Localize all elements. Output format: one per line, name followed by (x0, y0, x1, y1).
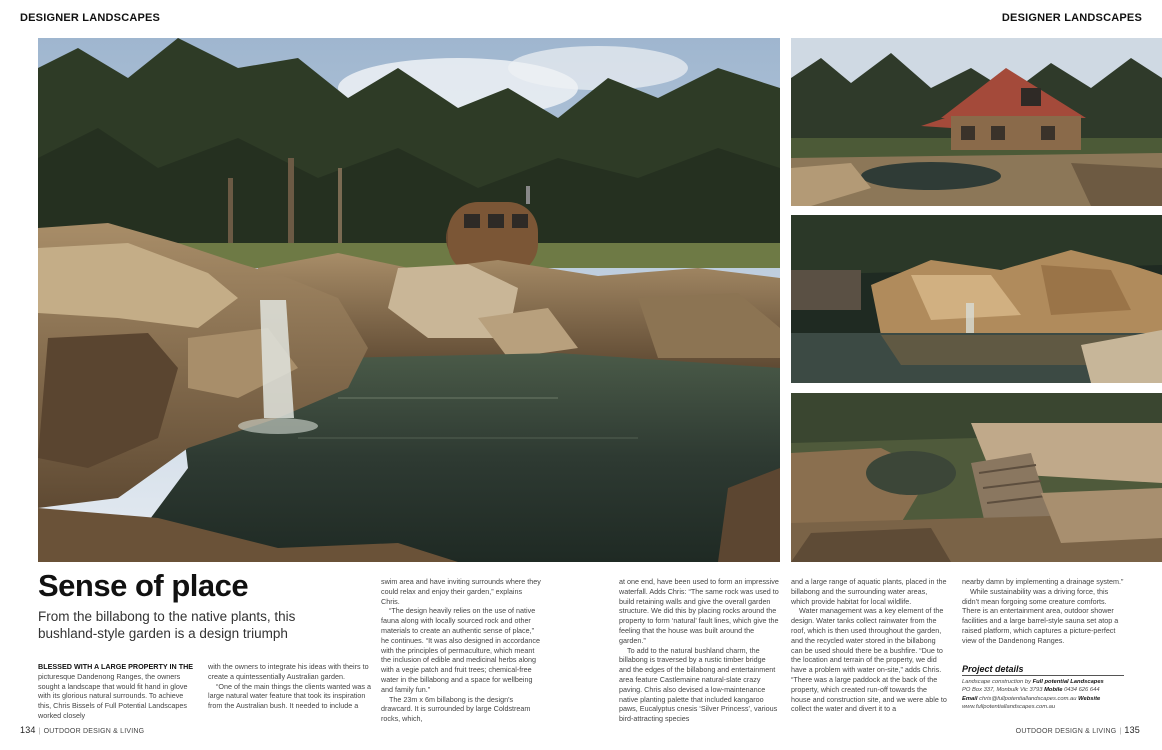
hero-photo-illustration (38, 38, 780, 562)
body-text: picturesque Dandenong Ranges, the owners sought a landscape that would fit hand in glove with its glorious natural surrounds. To achieve this, Chris Bissels of Full Potential Landscapes worked closely (38, 671, 188, 720)
photo-rock-illustration (791, 215, 1162, 383)
body-column-6 (962, 577, 1124, 646)
section-label-right: DESIGNER LANDSCAPES (1001, 12, 1142, 24)
project-details-divider (962, 675, 1124, 676)
photo-bridge-illustration (791, 393, 1162, 562)
folio-left (20, 725, 144, 735)
folio-right (1016, 725, 1140, 735)
article-headline: Sense of place (38, 568, 249, 603)
body-column-1 (38, 662, 198, 721)
company-name: Full potential Landscapes (1032, 679, 1104, 685)
folio-separator: | (38, 728, 41, 735)
body-paragraph: and a large range of aquatic plants, placed in the billabong and the surrounding water areas, which provide habitat for local wildlife. (791, 577, 947, 606)
body-paragraph: with the owners to integrate his ideas with theirs to create a quintessentially Australian garden. (208, 662, 369, 681)
body-paragraph (38, 662, 198, 721)
section-label-left: DESIGNER LANDSCAPES (20, 12, 161, 24)
photo-house-garden (791, 38, 1162, 206)
lead-in: BLESSED WITH A LARGE PROPERTY IN THE (38, 662, 194, 671)
body-paragraph: While sustainability was a driving force, this didn’t mean forgoing some creature comforts. There is an entertainment area, outdoor shower facilities and a large barrel-style sauna set atop a raised platform, which captures a picture-perfect view of the Dandenong Ranges. (962, 586, 1119, 645)
body-column-4 (619, 577, 779, 724)
project-credit-line (962, 678, 1132, 686)
page-number-left: 134 (20, 725, 36, 735)
project-details-body (962, 678, 1132, 712)
body-paragraph: swim area and have inviting surrounds where they could relax and enjoy their garden,” explains Chris. (381, 577, 541, 606)
page-number-right: 135 (1124, 725, 1140, 735)
email-label: Email (962, 695, 978, 702)
body-paragraph: at one end, have been used to form an impressive waterfall. Adds Chris: “The same rock was used to build retaining walls and give the overall garden structure. We did this by placing rocks around the property to form ‘natural’ fault lines, which give the feeling that the house was built around the garden.” (619, 577, 779, 645)
body-paragraph: nearby damn by implementing a drainage system.” (962, 577, 1124, 586)
credit-prefix: Landscape construction by (962, 679, 1031, 685)
body-paragraph: To add to the natural bushland charm, the billabong is traversed by a rustic timber bridge and the edges of the billabong and entertainment area feature Castlemaine natural-slate crazy paving. Chris also devised a low-maintenance native planting palette that included kangaroo paws, Eucalyptus cnesis ‘Silver Princess’, various bird-attracting species (619, 645, 778, 724)
photo-house-illustration (791, 38, 1162, 206)
publication-name-right: OUTDOOR DESIGN & LIVING (1015, 728, 1117, 735)
address: PO Box 337, Monbulk Vic 3793 (962, 687, 1043, 694)
project-details-title: Project details (962, 664, 1024, 674)
body-column-5 (791, 577, 947, 714)
photo-timber-bridge (791, 393, 1162, 562)
website-link[interactable]: www.fullpotentiallandscapes.com.au (962, 704, 1056, 711)
body-paragraph: The 23m x 6m billabong is the design’s drawcard. It is surrounded by large Coldstream rocks, which, (381, 694, 531, 724)
body-paragraph: “The design heavily relies on the use of native fauna along with locally sourced rock and other materials to create an authentic sense of place,” he continues. “It was also designed in accordance with the principles of permaculture, which meant the inclusion of edible and medicinal herbs along with a vegie patch and fruit trees; chemical-free water in the billabong and a space for wellbeing and family fun.” (381, 606, 541, 694)
mobile-number: 0434 626 644 (1064, 687, 1100, 694)
website-label: Website (1078, 695, 1101, 702)
project-website-line (962, 703, 1132, 711)
body-paragraph: “One of the main things the clients wanted was a large natural water feature that took its inspiration from the Australian bush. It needed to include a (208, 681, 372, 711)
body-column-3 (381, 577, 542, 724)
body-paragraph: Water management was a key element of the design. Water tanks collect rainwater from the roof, which is then used throughout the garden, and the recycled water stored in the billabong can be used should there be a bushfire. “Due to the location and terrain of the property, we did have a problem with water on-site,” adds Chris. “There was a large paddock at the back of the property, which created run-off towards the house and construction site, and we were able to collect the water and divert it to a (791, 606, 947, 714)
body-column-2 (208, 662, 372, 711)
publication-name-left: OUTDOOR DESIGN & LIVING (43, 728, 145, 735)
folio-separator: | (1119, 728, 1122, 735)
hero-photo-billabong (38, 38, 780, 562)
project-address-line (962, 686, 1132, 694)
photo-rock-waterfall (791, 215, 1162, 383)
project-email-line (962, 695, 1132, 703)
mobile-label: Mobile (1044, 687, 1063, 694)
article-standfirst: From the billabong to the native plants, this bushland-style garden is a design triumph (38, 609, 296, 641)
email-link[interactable]: chris@fullpotentiallandscapes.com.au (979, 695, 1077, 702)
